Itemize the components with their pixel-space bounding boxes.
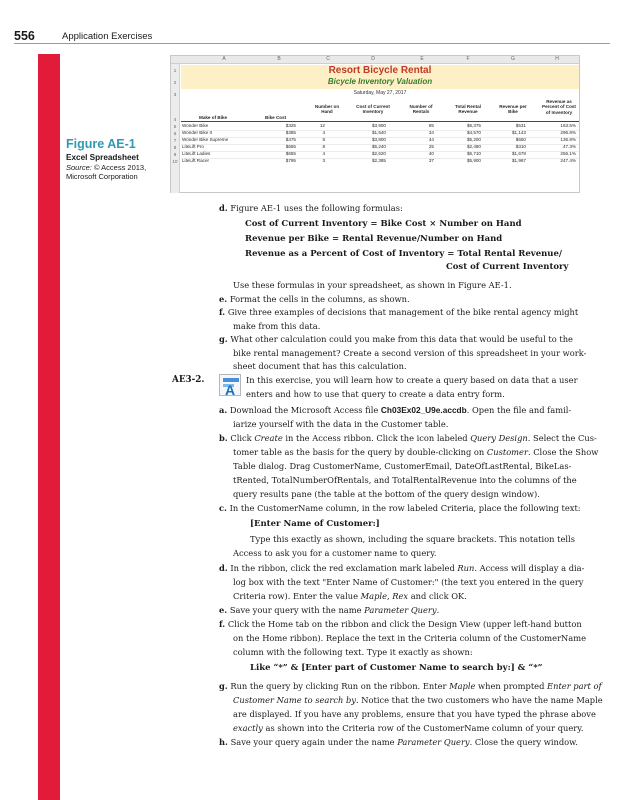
- step-text: Run the query by clicking Run on the ribbon. Enter: [230, 681, 450, 691]
- col-letter: E: [420, 56, 424, 62]
- cell-inventory: $1,540: [371, 130, 386, 135]
- step-label: b.: [219, 433, 228, 443]
- cell-rentals: 44: [428, 137, 434, 142]
- header-make: Make of Bike: [199, 115, 228, 120]
- col-letter: C: [326, 56, 330, 62]
- cell-cost: $325: [285, 123, 296, 128]
- run-term: Run: [457, 563, 475, 573]
- step-b-cont: [233, 446, 598, 460]
- step-label: e.: [219, 605, 228, 615]
- cell-per-bike: $1,967: [511, 158, 526, 163]
- running-head: Application Exercises: [62, 31, 153, 42]
- header-inventory: [354, 104, 392, 115]
- margin-color-bar: [38, 54, 60, 800]
- step-g-cont: [233, 694, 603, 708]
- cell-inventory: $3,800: [371, 137, 386, 142]
- header-percent: [539, 99, 579, 115]
- step-a-cont: iarize yourself with the data in the Customer table.: [233, 419, 449, 429]
- header-line: Number of: [409, 104, 433, 109]
- cell-make: Wonder Bike II: [182, 130, 213, 135]
- prompt-text: Enter part of: [547, 681, 602, 691]
- step-c: [219, 502, 581, 516]
- header-line: Rentals: [412, 109, 430, 115]
- formula-revenue-per-bike: Revenue per Bike = Rental Revenue/Number on Hand: [245, 234, 503, 244]
- row-number: 5: [173, 124, 177, 129]
- input-value: Maple, Rex: [360, 591, 409, 601]
- step-text: when prompted: [475, 681, 548, 691]
- cell-onhand: 4: [322, 130, 325, 135]
- column-header-row: [171, 56, 579, 64]
- cell-rentals: 40: [428, 151, 434, 156]
- cell-percent: 47.3%: [562, 144, 576, 149]
- cell-make: Wonder Bike: [182, 123, 209, 128]
- step-g-cont: [233, 722, 583, 736]
- step-text: Criteria row). Enter the value: [233, 591, 361, 601]
- step-label: g.: [219, 681, 228, 691]
- cell-inventory: $2,620: [371, 151, 386, 156]
- step-b-cont: Table dialog. Drag CustomerName, CustomerEmail, DateOfLastRental, BikeLas-: [233, 461, 572, 471]
- col-letter: B: [277, 56, 281, 62]
- like-criteria: Like “*” & [Enter part of Customer Name to search by:] & “*”: [250, 663, 543, 673]
- step-text: . Close the query window.: [469, 737, 578, 747]
- cell-per-bike: $1,678: [511, 151, 526, 156]
- file-name: Ch03Ex02_U9e.accdb: [380, 405, 467, 415]
- step-text: Save your query again under the name: [230, 737, 398, 747]
- cell-inventory: $3,900: [371, 123, 386, 128]
- cell-revenue: $5,900: [466, 158, 481, 163]
- cell-make: LiteLift Ladies: [182, 151, 211, 156]
- header-line: Revenue: [458, 109, 478, 115]
- cell-per-bike: $531: [515, 123, 526, 128]
- spreadsheet-title: Resort Bicycle Rental: [328, 65, 432, 76]
- step-f-cont: column with the following text. Type it exactly as shown:: [233, 647, 473, 657]
- item-text: What other calculation could you make from this data that would be useful to the: [230, 334, 573, 344]
- figure-source: [66, 163, 176, 181]
- item-d-use: Use these formulas in your spreadsheet, as shown in Figure AE-1.: [233, 280, 512, 290]
- step-f-cont: on the Home ribbon). Replace the text in the Criteria column of the CustomerName: [233, 633, 587, 643]
- header-revenue: [452, 104, 484, 115]
- input-value: Maple: [449, 681, 476, 691]
- step-text: Save your query with the name: [229, 605, 365, 615]
- step-text: . Open the file and famil-: [466, 405, 572, 415]
- step-g: [219, 680, 602, 694]
- item-label: g.: [219, 334, 228, 344]
- cell-rentals: 25: [428, 144, 434, 149]
- step-text: . Notice that the two customers who have the name Maple: [355, 695, 603, 705]
- step-text: Click: [230, 433, 255, 443]
- header-line: Number on: [314, 104, 340, 109]
- prompt-text: Customer Name to search by: [233, 695, 356, 705]
- step-text: In the CustomerName column, in the row labeled Criteria, place the following text:: [229, 503, 581, 513]
- cell-rentals: 34: [428, 130, 434, 135]
- exercise-number: AE3-2.: [172, 375, 205, 385]
- cell-revenue: $4,570: [466, 130, 481, 135]
- col-letter: A: [222, 56, 226, 62]
- step-d-cont: [233, 590, 467, 604]
- cell-make: Wonder Bike Supreme: [182, 137, 229, 142]
- cell-percent: 136.8%: [560, 137, 576, 142]
- row-number: 2: [173, 80, 177, 85]
- cell-per-bike: $650: [515, 137, 526, 142]
- step-label: h.: [219, 737, 228, 747]
- header-line: Percent of Cost: [542, 104, 576, 110]
- formula-percent-2: Cost of Current Inventory: [446, 262, 569, 272]
- step-c-note: Type this exactly as shown, including the square brackets. This notation tells: [250, 534, 575, 544]
- source-label: Source:: [66, 163, 92, 172]
- step-label: a.: [219, 405, 228, 415]
- header-line: Revenue per: [499, 104, 527, 109]
- header-line: Cost of Current: [356, 104, 390, 109]
- step-e: [219, 604, 439, 618]
- step-h: [219, 736, 578, 750]
- header-rentals: [405, 104, 437, 115]
- row-number: 6: [173, 131, 177, 136]
- source-text: © Access 2013, Microsoft Corporation: [66, 163, 147, 181]
- step-b-cont: tRented, TotalNumberOfRentals, and TotalRentalRevenue into the columns of the: [233, 475, 577, 485]
- access-a-glyph: A: [225, 382, 236, 398]
- cell-rentals: 37: [428, 158, 434, 163]
- step-a: [219, 404, 571, 418]
- col-letter: F: [466, 56, 470, 62]
- col-letter: G: [511, 56, 515, 62]
- spreadsheet-date: Saturday, May 27, 2017: [353, 90, 407, 96]
- header-per-bike: [495, 104, 531, 115]
- cell-inventory: $5,240: [371, 144, 386, 149]
- row-number: 10: [172, 159, 178, 164]
- item-text: Figure AE-1 uses the following formulas:: [230, 203, 403, 213]
- emphasis: exactly: [233, 723, 263, 733]
- item-label: d.: [219, 203, 228, 213]
- formula-percent-1: Revenue as a Percent of Cost of Inventory = Total Rental Revenue/: [245, 249, 562, 259]
- access-app-icon: [219, 374, 241, 396]
- header-line: Hand: [321, 109, 333, 115]
- header-line: Total Rental: [455, 104, 481, 109]
- row-number: 1: [173, 68, 177, 73]
- header-rule: [14, 43, 610, 44]
- cell-onhand: 12: [319, 123, 325, 128]
- step-c-note-cont: Access to ask you for a customer name to query.: [233, 548, 437, 558]
- cell-onhand: 8: [322, 137, 325, 142]
- cell-onhand: 4: [322, 151, 325, 156]
- step-text: and click OK.: [408, 591, 467, 601]
- step-text: In the ribbon, click the red exclamation mark labeled: [230, 563, 458, 573]
- cell-cost: $795: [285, 158, 296, 163]
- item-g-cont: sheet document that has this calculation.: [233, 361, 407, 371]
- header-on-hand: [312, 104, 342, 115]
- cell-cost: $655: [285, 151, 296, 156]
- item-e: [219, 293, 410, 307]
- row-number: 3: [173, 92, 177, 97]
- cell-cost: $475: [285, 137, 296, 142]
- query-name: Parameter Query: [364, 605, 437, 615]
- header-underline: [181, 121, 579, 122]
- step-b: [219, 432, 597, 446]
- step-text: . Select the Cus-: [527, 433, 597, 443]
- cell-make: LiteLift Pro: [182, 144, 204, 149]
- item-label: e.: [219, 294, 228, 304]
- step-d-cont: log box with the text "Enter Name of Customer:" (the text you entered in the query: [233, 577, 584, 587]
- row-number: 4: [173, 117, 177, 122]
- step-g-cont: are displayed. If you have any problems, ensure that you have typed the phrase above: [233, 709, 596, 719]
- ribbon-term: Query Design: [470, 433, 528, 443]
- cell-percent: 296.8%: [560, 130, 576, 135]
- cell-percent: 247.4%: [560, 158, 576, 163]
- step-text: . Access will display a dia-: [474, 563, 585, 573]
- item-f: [219, 306, 578, 320]
- header-line: Bike: [508, 109, 518, 115]
- step-label: f.: [219, 619, 226, 629]
- row-number: 7: [173, 138, 177, 143]
- spreadsheet-subtitle: Bicycle Inventory Valuation: [327, 77, 433, 86]
- criteria-prompt: [Enter Name of Customer:]: [250, 519, 380, 529]
- excel-spreadsheet-figure: [170, 55, 580, 193]
- step-text: as shown into the Criteria row of the CustomerName column of your query.: [262, 723, 584, 733]
- cell-percent: 256.1%: [560, 151, 576, 156]
- step-b-cont: query results pane (the table at the bottom of the query design window).: [233, 489, 540, 499]
- cell-onhand: 8: [322, 144, 325, 149]
- cell-revenue: $6,710: [466, 151, 481, 156]
- header-line: of Inventory: [545, 109, 573, 115]
- cell-rentals: 85: [428, 123, 434, 128]
- figure-label: Figure AE-1: [66, 137, 136, 151]
- cell-revenue: $5,200: [466, 137, 481, 142]
- step-label: d.: [219, 563, 228, 573]
- item-f-cont: make from this data.: [233, 321, 321, 331]
- cell-onhand: 3: [322, 158, 325, 163]
- page-number: 556: [14, 29, 35, 43]
- cell-cost: $385: [285, 130, 296, 135]
- figure-caption: Excel Spreadsheet: [66, 153, 139, 162]
- step-text: . Close the Show: [527, 447, 599, 457]
- header-line: Revenue as: [546, 99, 572, 104]
- cell-revenue: $2,480: [466, 144, 481, 149]
- step-text: tomer table as the basis for the query by double-clicking on: [233, 447, 487, 457]
- cell-percent: 163.5%: [560, 123, 576, 128]
- cell-per-bike: $1,143: [511, 130, 526, 135]
- cell-make: LiteLift Racer: [182, 158, 210, 163]
- item-text: Give three examples of decisions that management of the bike rental agency might: [227, 307, 579, 317]
- table-term: Customer: [486, 447, 528, 457]
- item-d: [219, 202, 403, 216]
- cell-revenue: $6,375: [466, 123, 481, 128]
- formula-inventory: Cost of Current Inventory = Bike Cost × Number on Hand: [245, 219, 522, 229]
- step-text: Click the Home tab on the ribbon and click the Design View (upper left-hand button: [227, 619, 582, 629]
- item-text: Format the cells in the columns, as shown.: [229, 294, 410, 304]
- item-g-cont: bike rental management? Create a second version of this spreadsheet in your work-: [233, 348, 587, 358]
- item-label: f.: [219, 307, 226, 317]
- row-number: 8: [173, 145, 177, 150]
- ribbon-term: Create: [254, 433, 283, 443]
- cell-inventory: $2,385: [371, 158, 386, 163]
- cell-per-bike: $310: [515, 144, 526, 149]
- header-line: Inventory: [362, 109, 384, 115]
- step-d: [219, 562, 584, 576]
- step-label: c.: [219, 503, 227, 513]
- item-g: [219, 333, 573, 347]
- header-bike-cost: Bike Cost: [265, 115, 287, 120]
- cell-cost: $655: [285, 144, 296, 149]
- step-f: [219, 618, 582, 632]
- query-name: Parameter Query: [397, 737, 470, 747]
- row-number: 9: [173, 152, 177, 157]
- exercise-intro: In this exercise, you will learn how to create a query based on data that a user: [246, 375, 578, 385]
- step-text: .: [436, 605, 440, 615]
- step-text: in the Access ribbon. Click the icon labeled: [282, 433, 471, 443]
- step-text: Download the Microsoft Access file: [229, 405, 381, 415]
- exercise-intro-cont: enters and how to use that query to create a data entry form.: [246, 389, 505, 399]
- col-letter: D: [371, 56, 375, 62]
- col-letter: H: [555, 56, 559, 62]
